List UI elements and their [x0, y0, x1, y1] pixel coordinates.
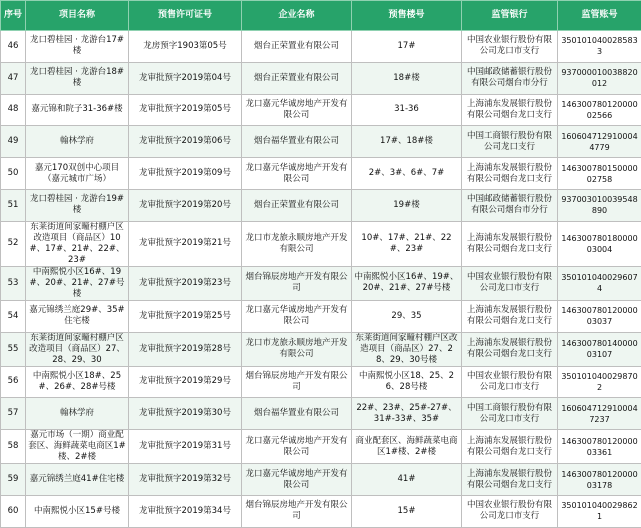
- cell-bank: 中国农业银行股份有限公司龙口市支行: [462, 31, 558, 63]
- cell-permit: 龙审批预字2019第34号: [129, 495, 242, 527]
- cell-permit: 龙房预字1903第05号: [129, 31, 242, 63]
- cell-building: 2#、3#、6#、7#: [352, 158, 462, 190]
- cell-bank: 上海浦东发展银行股份有限公司烟台龙口支行: [462, 300, 558, 332]
- cell-permit: 龙审批预字2019第09号: [129, 158, 242, 190]
- cell-project: 东莱街道间家疃村棚户区改造项目（商品区）27、28、29、30: [26, 332, 129, 366]
- header-bank: 监管银行: [462, 1, 558, 31]
- cell-account: 14630078012000003178: [558, 464, 641, 496]
- cell-enterprise: 龙口嘉元华诚房地产开发有限公司: [242, 94, 352, 126]
- cell-no: 50: [1, 158, 26, 190]
- table-header: [1, 1, 641, 31]
- cell-permit: 龙审批预字2019第21号: [129, 221, 242, 266]
- table-row: [1, 126, 641, 158]
- cell-permit: 龙审批预字2019第28号: [129, 332, 242, 366]
- cell-no: 54: [1, 300, 26, 332]
- cell-no: 60: [1, 495, 26, 527]
- cell-permit: 龙审批预字2019第23号: [129, 266, 242, 300]
- cell-bank: 上海浦东发展银行股份有限公司烟台龙口支行: [462, 464, 558, 496]
- cell-building: 29、35: [352, 300, 462, 332]
- cell-bank: 中国工商银行股份有限公司龙口市支行: [462, 398, 558, 430]
- cell-enterprise: 烟台福华置业有限公司: [242, 126, 352, 158]
- table-row: [1, 366, 641, 398]
- cell-enterprise: 龙口嘉元华诚房地产开发有限公司: [242, 430, 352, 464]
- cell-building: 中南熙悦小区16#、19#、20#、21#、27#号楼: [352, 266, 462, 300]
- cell-project: 嘉元锦绣兰庭41#住宅楼: [26, 464, 129, 496]
- cell-project: 嘉元锦绣兰庭29#、35#住宅楼: [26, 300, 129, 332]
- header-project: 项目名称: [26, 1, 129, 31]
- cell-enterprise: 龙口市龙旅永顺房地产开发有限公司: [242, 332, 352, 366]
- cell-no: 58: [1, 430, 26, 464]
- cell-enterprise: 烟台正荣置业有限公司: [242, 189, 352, 221]
- cell-permit: 龙审批预字2019第29号: [129, 366, 242, 398]
- cell-account: 3501010400298702: [558, 366, 641, 398]
- cell-bank: 上海浦东发展银行股份有限公司烟台龙口支行: [462, 430, 558, 464]
- cell-account: 14630078018000003004: [558, 221, 641, 266]
- table-row: [1, 31, 641, 63]
- cell-enterprise: 龙口嘉元华诚房地产开发有限公司: [242, 158, 352, 190]
- cell-account: 3501010400285833: [558, 31, 641, 63]
- cell-building: 17#、18#楼: [352, 126, 462, 158]
- cell-project: 龙口碧桂园 · 龙游台19#楼: [26, 189, 129, 221]
- cell-account: 14630078014000003107: [558, 332, 641, 366]
- header-row: [1, 1, 641, 31]
- cell-building: 18#楼: [352, 62, 462, 94]
- cell-no: 53: [1, 266, 26, 300]
- cell-account: 14630078015000002758: [558, 158, 641, 190]
- cell-enterprise: 烟台锦辰房地产开发有限公司: [242, 495, 352, 527]
- cell-account: 1606047129100044779: [558, 126, 641, 158]
- table-row: [1, 495, 641, 527]
- cell-no: 47: [1, 62, 26, 94]
- cell-project: 嘉元市场（一期）商业配套区、海鲜蔬菜电商区1#楼、2#楼: [26, 430, 129, 464]
- table-row: [1, 430, 641, 464]
- table-row: [1, 94, 641, 126]
- table-row: [1, 332, 641, 366]
- cell-enterprise: 龙口嘉元华诚房地产开发有限公司: [242, 464, 352, 496]
- cell-account: 3501010400296074: [558, 266, 641, 300]
- cell-project: 中南熙悦小区15#号楼: [26, 495, 129, 527]
- cell-bank: 中国农业银行股份有限公司龙口市支行: [462, 366, 558, 398]
- cell-project: 东莱街道间家疃村棚户区改造项目（商品区）10#、17#、21#、22#、23#: [26, 221, 129, 266]
- cell-enterprise: 龙口市龙旅永顺房地产开发有限公司: [242, 221, 352, 266]
- cell-account: 14630078012000003361: [558, 430, 641, 464]
- cell-project: 龙口碧桂园 · 龙游台17#楼: [26, 31, 129, 63]
- cell-enterprise: 龙口嘉元华诚房地产开发有限公司: [242, 300, 352, 332]
- cell-building: 10#、17#、21#、22#、23#: [352, 221, 462, 266]
- cell-permit: 龙审批预字2019第25号: [129, 300, 242, 332]
- cell-project: 翰林学府: [26, 398, 129, 430]
- cell-no: 55: [1, 332, 26, 366]
- cell-permit: 龙审批预字2019第32号: [129, 464, 242, 496]
- cell-bank: 中国邮政储蓄银行股份有限公司烟台市分行: [462, 189, 558, 221]
- cell-permit: 龙审批预字2019第31号: [129, 430, 242, 464]
- table-row: [1, 300, 641, 332]
- cell-no: 48: [1, 94, 26, 126]
- cell-permit: 龙审批预字2019第30号: [129, 398, 242, 430]
- table-row: [1, 189, 641, 221]
- table-body: [1, 31, 641, 528]
- cell-building: 17#: [352, 31, 462, 63]
- cell-bank: 中国工商银行股份有限公司龙口支行: [462, 126, 558, 158]
- cell-building: 15#: [352, 495, 462, 527]
- cell-no: 52: [1, 221, 26, 266]
- cell-account: 1606047129100047237: [558, 398, 641, 430]
- cell-building: 22#、23#、25#-27#、31#-33#、35#: [352, 398, 462, 430]
- table-row: [1, 464, 641, 496]
- table-row: [1, 266, 641, 300]
- cell-building: 31-36: [352, 94, 462, 126]
- cell-project: 翰林学府: [26, 126, 129, 158]
- cell-enterprise: 烟台正荣置业有限公司: [242, 31, 352, 63]
- cell-no: 56: [1, 366, 26, 398]
- cell-project: 中南熙悦小区16#、19#、20#、21#、27#号楼: [26, 266, 129, 300]
- header-building: 预售楼号: [352, 1, 462, 31]
- cell-building: 19#楼: [352, 189, 462, 221]
- table-row: [1, 398, 641, 430]
- cell-no: 59: [1, 464, 26, 496]
- header-no: 序号: [1, 1, 26, 31]
- cell-project: 嘉元170双创中心项目（嘉元城市广场）: [26, 158, 129, 190]
- table-row: [1, 158, 641, 190]
- cell-account: 937000010038820012: [558, 62, 641, 94]
- cell-enterprise: 烟台福华置业有限公司: [242, 398, 352, 430]
- cell-bank: 上海浦东发展银行股份有限公司烟台龙口支行: [462, 221, 558, 266]
- cell-enterprise: 烟台正荣置业有限公司: [242, 62, 352, 94]
- cell-permit: 龙审批预字2019第04号: [129, 62, 242, 94]
- cell-building: 41#: [352, 464, 462, 496]
- cell-project: 中南熙悦小区18#、25#、26#、28#号楼: [26, 366, 129, 398]
- header-permit: 预售许可证号: [129, 1, 242, 31]
- cell-account: 3501010400298621: [558, 495, 641, 527]
- cell-project: 龙口碧桂园 · 龙游台18#楼: [26, 62, 129, 94]
- cell-building: 东莱街道间家疃村棚户区改造项目（商品区）27、28、29、30号楼: [352, 332, 462, 366]
- cell-bank: 上海浦东发展银行股份有限公司烟台龙口支行: [462, 158, 558, 190]
- cell-building: 中南熙悦小区18、25、26、28号楼: [352, 366, 462, 398]
- cell-no: 57: [1, 398, 26, 430]
- cell-permit: 龙审批预字2019第05号: [129, 94, 242, 126]
- cell-no: 49: [1, 126, 26, 158]
- cell-bank: 中国邮政储蓄银行股份有限公司烟台市分行: [462, 62, 558, 94]
- cell-no: 51: [1, 189, 26, 221]
- cell-account: 14630078012000002566: [558, 94, 641, 126]
- cell-project: 嘉元锦和院子31-36#楼: [26, 94, 129, 126]
- table-row: [1, 62, 641, 94]
- cell-bank: 中国农业银行股份有限公司龙口市支行: [462, 495, 558, 527]
- cell-permit: 龙审批预字2019第06号: [129, 126, 242, 158]
- header-account: 监管账号: [558, 1, 641, 31]
- header-enterprise: 企业名称: [242, 1, 352, 31]
- cell-bank: 上海浦东发展银行股份有限公司烟台龙口支行: [462, 332, 558, 366]
- cell-bank: 中国农业银行股份有限公司龙口市支行: [462, 266, 558, 300]
- cell-building: 商业配套区、海鲜蔬菜电商区1#楼、2#楼: [352, 430, 462, 464]
- cell-no: 46: [1, 31, 26, 63]
- cell-account: 937003010039548890: [558, 189, 641, 221]
- cell-enterprise: 烟台锦辰房地产开发有限公司: [242, 366, 352, 398]
- cell-account: 14630078012000003037: [558, 300, 641, 332]
- cell-permit: 龙审批预字2019第20号: [129, 189, 242, 221]
- cell-enterprise: 烟台锦辰房地产开发有限公司: [242, 266, 352, 300]
- cell-bank: 上海浦东发展银行股份有限公司烟台龙口支行: [462, 94, 558, 126]
- table-row: [1, 221, 641, 266]
